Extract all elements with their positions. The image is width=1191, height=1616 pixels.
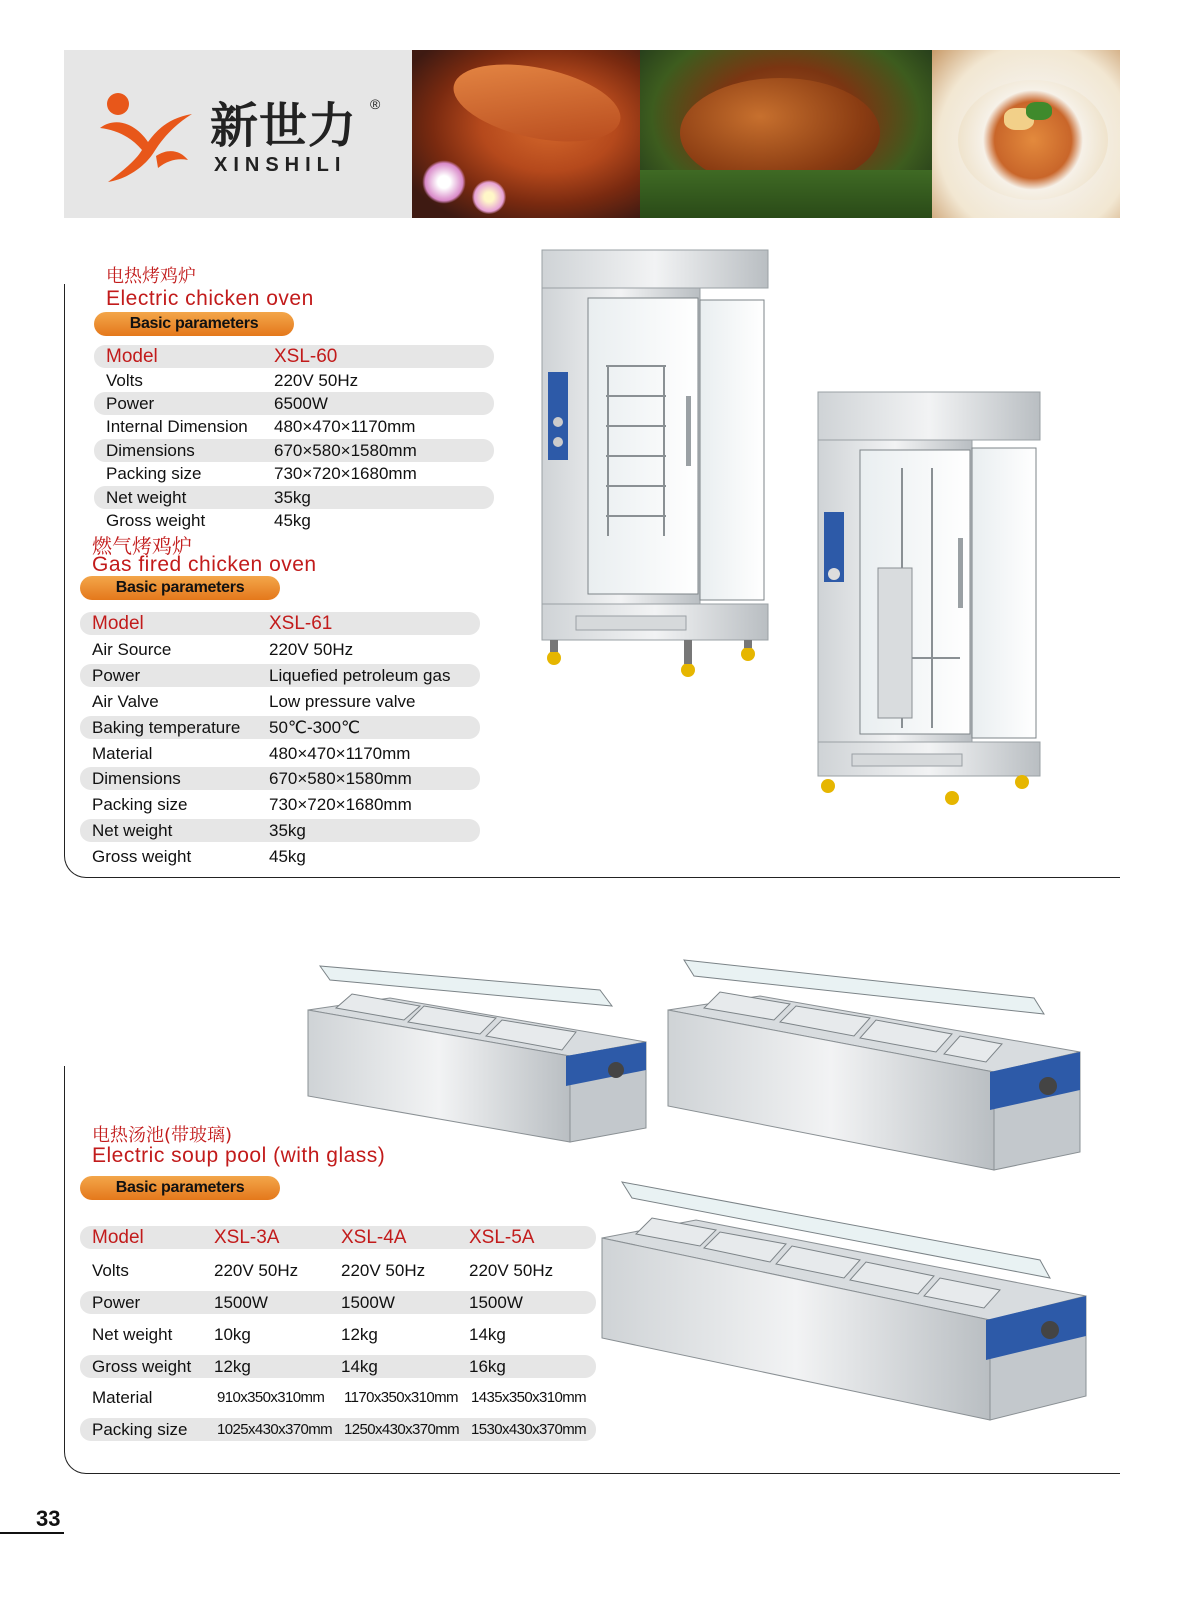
spec-value-5a: 16kg: [469, 1357, 506, 1376]
spec-value: 35kg: [269, 821, 306, 840]
spec-row: [80, 1355, 596, 1378]
spec-label: Gross weight: [92, 1357, 192, 1376]
spec-row: [80, 716, 480, 739]
spec-value: Liquefied petroleum gas: [269, 666, 451, 685]
spec-label: Material: [92, 1388, 153, 1407]
soup-pool-title-cn: 电热汤池(带玻璃): [92, 1125, 233, 1146]
spec-label: Packing size: [92, 1420, 188, 1439]
spec-value: 6500W: [274, 394, 328, 413]
spec-value-5a: 1500W: [469, 1293, 523, 1312]
spec-value-4a: 14kg: [341, 1357, 378, 1376]
spec-value-5a: 220V 50Hz: [469, 1261, 554, 1280]
roast-duck-photo: [412, 50, 640, 218]
spec-row: [80, 612, 480, 635]
spec-row: [80, 793, 480, 816]
soup-bowl-photo: [932, 50, 1120, 218]
spec-label: Internal Dimension: [106, 417, 248, 436]
spec-value: 220V 50Hz: [274, 371, 359, 390]
spec-label: Gross weight: [106, 511, 206, 530]
soup-pool-5-pan-image: [600, 1168, 1090, 1424]
electric-chicken-oven-image: [536, 246, 776, 686]
spec-row: [94, 486, 494, 509]
spec-label: Packing size: [106, 464, 202, 483]
spec-label: Model: [106, 346, 158, 367]
electric-oven-title-cn: 电热烤鸡炉: [106, 266, 196, 287]
spec-value: 35kg: [274, 488, 311, 507]
spec-row: [94, 345, 494, 368]
spec-value: 220V 50Hz: [269, 640, 354, 659]
spec-value: 45kg: [269, 847, 306, 866]
spec-value: XSL-60: [274, 346, 338, 367]
brand-name-en: XINSHILI: [214, 154, 347, 176]
spec-row: [80, 1259, 596, 1282]
spec-row: [94, 509, 494, 532]
soup-pool-title-en: Electric soup pool (with glass): [92, 1144, 386, 1167]
spec-label: Power: [106, 394, 155, 413]
page-number: 33: [36, 1506, 61, 1531]
spec-value-4a: 220V 50Hz: [341, 1261, 426, 1280]
spec-value-5a: XSL-5A: [469, 1227, 535, 1248]
spec-row: [94, 462, 494, 485]
spec-row: [80, 1386, 596, 1409]
spec-label: Material: [92, 744, 153, 763]
brand-logo-icon: [96, 90, 200, 186]
spec-label: Net weight: [92, 821, 173, 840]
spec-label: Volts: [92, 1261, 129, 1280]
spec-label: Gross weight: [92, 847, 192, 866]
spec-value: 730×720×1680mm: [269, 795, 412, 814]
spec-label: Model: [92, 613, 144, 634]
spec-value-5a: 1530x430x370mm: [471, 1421, 587, 1438]
soup-pool-4-pan-image: [664, 940, 1084, 1176]
spec-value-3a: XSL-3A: [214, 1227, 280, 1248]
spec-row: [80, 690, 480, 713]
spec-value-4a: 12kg: [341, 1325, 378, 1344]
spec-label: Packing size: [92, 795, 188, 814]
spec-row: [94, 415, 494, 438]
spec-row: [94, 392, 494, 415]
spec-row: [80, 664, 480, 687]
spec-value: Low pressure valve: [269, 692, 416, 711]
spec-value: 670×580×1580mm: [269, 769, 412, 788]
spec-value-4a: XSL-4A: [341, 1227, 407, 1248]
spec-label: Net weight: [92, 1325, 173, 1344]
spec-value-4a: 1500W: [341, 1293, 395, 1312]
spec-label: Power: [92, 1293, 141, 1312]
gas-chicken-oven-image: [812, 388, 1044, 812]
soup-pool-params-pill: Basic parameters: [80, 1176, 280, 1200]
spec-label: Power: [92, 666, 141, 685]
spec-row: [80, 638, 480, 661]
spec-value-4a: 1170x350x310mm: [344, 1389, 458, 1406]
spec-value-3a: 12kg: [214, 1357, 251, 1376]
spec-label: Model: [92, 1227, 144, 1248]
spec-row: [80, 1418, 596, 1441]
spec-value-3a: 220V 50Hz: [214, 1261, 299, 1280]
spec-row: [80, 1226, 596, 1249]
brand-name-cn: 新世力: [210, 98, 358, 154]
spec-value-4a: 1250x430x370mm: [344, 1421, 460, 1438]
spec-value: 45kg: [274, 511, 311, 530]
gas-oven-title-en: Gas fired chicken oven: [92, 553, 317, 576]
soup-pool-3-pan-image: [300, 946, 650, 1146]
spec-row: [94, 439, 494, 462]
spec-row: [80, 819, 480, 842]
spec-row: [80, 767, 480, 790]
spec-value: XSL-61: [269, 613, 333, 634]
spec-label: Dimensions: [92, 769, 181, 788]
electric-oven-params-pill: Basic parameters: [94, 312, 294, 336]
gas-oven-title-cn: 燃气烤鸡炉: [92, 534, 192, 558]
spec-label: Baking temperature: [92, 718, 241, 737]
spec-value: 480×470×1170mm: [269, 744, 411, 763]
gas-oven-params-pill: Basic parameters: [80, 576, 280, 600]
spec-value: 730×720×1680mm: [274, 464, 417, 483]
spec-value-3a: 10kg: [214, 1325, 251, 1344]
spec-row: [80, 1291, 596, 1314]
spec-value: 670×580×1580mm: [274, 441, 417, 460]
page-number-rule: [0, 1532, 64, 1534]
header-banner: [64, 50, 1120, 218]
spec-row: [80, 845, 480, 868]
spec-label: Volts: [106, 371, 143, 390]
spec-value-5a: 1435x350x310mm: [471, 1389, 587, 1406]
spec-label: Air Valve: [92, 692, 159, 711]
spec-row: [80, 1323, 596, 1346]
roast-chicken-photo: [640, 50, 932, 218]
spec-label: Air Source: [92, 640, 172, 659]
spec-row: [94, 369, 494, 392]
spec-value-3a: 910x350x310mm: [217, 1389, 325, 1406]
spec-value: 50℃-300℃: [269, 718, 361, 737]
spec-value: 480×470×1170mm: [274, 417, 416, 436]
spec-value-3a: 1025x430x370mm: [217, 1421, 333, 1438]
spec-label: Dimensions: [106, 441, 195, 460]
spec-row: [80, 742, 480, 765]
registered-mark: ®: [370, 96, 381, 112]
electric-oven-title-en: Electric chicken oven: [106, 287, 314, 310]
spec-value-5a: 14kg: [469, 1325, 506, 1344]
spec-value-3a: 1500W: [214, 1293, 268, 1312]
spec-label: Net weight: [106, 488, 187, 507]
